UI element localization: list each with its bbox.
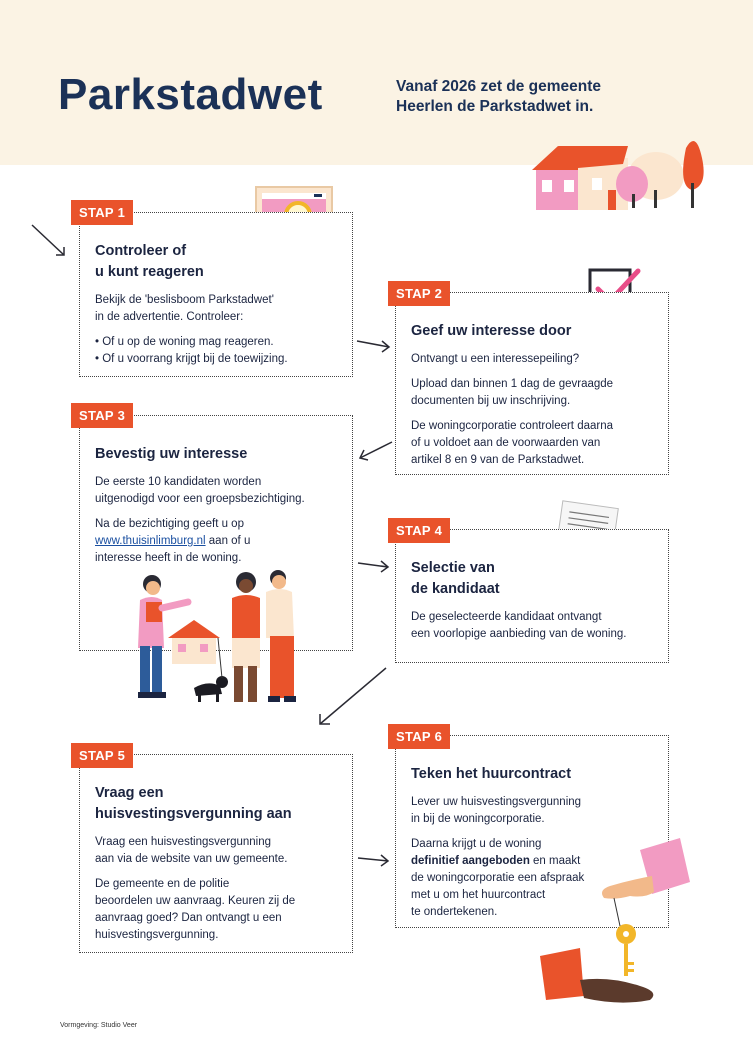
step-5-p1-line1: Vraag een huisvestingsvergunning [95,836,272,848]
arrow-step3-to-step4 [356,557,396,577]
step-6-badge: STAP 6 [388,724,450,749]
step-1-title-line2: u kunt reageren [95,264,204,280]
arrow-into-step1 [30,223,70,263]
step-3-p2-line1: Na de bezichtiging geeft u op [95,518,244,530]
step-4-title-line1: Selectie van [411,560,495,576]
arrow-step1-to-step2 [355,337,395,357]
step-2-p3-line2: of u voldoet aan de voorwaarden van [411,437,601,449]
step-3-p2-line3: interesse heeft in de woning. [95,552,242,564]
step-6-p1-line1: Lever uw huisvestingsvergunning [411,796,582,808]
step-3-p1-line1: De eerste 10 kandidaten worden [95,476,262,488]
step-4-text [411,609,661,643]
step-4-p1-line2: een voorlopige aanbieding van de woning. [411,628,627,640]
step-6-p2-bold: definitief aangeboden [411,855,530,867]
step-5-p2-line4: huisvestingsvergunning. [95,929,219,941]
step-2-p3-line3: artikel 8 en 9 van de Parkstadwet. [411,454,585,466]
step-2-box [395,292,669,475]
page-title: Parkstadwet [58,70,323,119]
key-handover-illustration [540,836,710,1011]
step-6-p1-line2: in bij de woningcorporatie. [411,813,545,825]
step-1-text-line1: Bekijk de 'beslisboom Parkstadwet' [95,294,274,306]
step-5-p2-line3: aanvraag goed? Dan ontvangt u een [95,912,282,924]
step-3-title: Bevestig uw interesse [95,446,248,462]
step-2-title: Geef uw interesse door [411,323,572,339]
step-5-badge: STAP 5 [71,743,133,768]
step-6-p2-line4: met u om het huurcontract [411,889,546,901]
step-4-box [395,529,669,663]
step-2-p1: Ontvangt u een interessepeiling? [411,353,580,365]
step-5-title-line1: Vraag een [95,785,164,801]
step-5-p2-line2: beoordelen uw aanvraag. Keuren zij de [95,895,296,907]
thuisinlimburg-link[interactable]: www.thuisinlimburg.nl [95,535,206,547]
step-5-title [95,783,345,825]
arrow-step2-to-step3 [356,440,396,464]
step-1-bullet: • Of u voorrang krijgt bij de toewijzing. [95,351,345,368]
step-1-text-line2: in de advertentie. Controleer: [95,311,244,323]
group-viewing-illustration [128,568,308,708]
page-subtitle: Vanaf 2026 zet de gemeente Heerlen de Parkstadwet in. [396,78,602,115]
step-2-p2-line1: Upload dan binnen 1 dag de gevraagde [411,378,614,390]
step-3-p2-after-link: aan of u [205,535,251,547]
arrow-step5-to-step6 [356,852,396,868]
step-6-p2-line5: te ondertekenen. [411,906,498,918]
design-credit: Vormgeving: Studio Veer [60,1022,138,1029]
step-2-p3-line1: De woningcorporatie controleert daarna [411,420,614,432]
step-3-badge: STAP 3 [71,403,133,428]
step-4-title [411,558,661,600]
step-6-title: Teken het huurcontract [411,766,572,782]
step-1-title [95,241,345,283]
step-5-box [79,754,353,953]
house-illustration [528,128,713,213]
step-1-text [95,292,345,368]
step-4-title-line2: de kandidaat [411,581,500,597]
step-5-text [95,834,345,944]
step-6-p2-line1: Daarna krijgt u de woning [411,838,542,850]
step-5-p1-line2: aan via de website van uw gemeente. [95,853,288,865]
step-4-badge: STAP 4 [388,518,450,543]
step-2-p2-line2: documenten bij uw inschrijving. [411,395,571,407]
step-4-p1-line1: De geselecteerde kandidaat ontvangt [411,611,602,623]
step-1-badge: STAP 1 [71,200,133,225]
step-2-text [411,351,661,469]
step-1-title-line1: Controleer of [95,243,187,259]
step-1-box [79,212,353,377]
step-2-badge: STAP 2 [388,281,450,306]
step-6-p2-line3: de woningcorporatie een afspraak [411,872,585,884]
step-1-bullet: • Of u op de woning mag reageren. [95,334,345,351]
step-5-title-line2: huisvestingsvergunning aan [95,806,292,822]
arrow-step4-to-step5 [316,666,388,728]
step-6-p2-after-bold: en maakt [529,855,581,867]
step-3-p1-line2: uitgenodigd voor een groepsbezichtiging. [95,493,305,505]
step-3-text [95,474,345,567]
step-5-p2-line1: De gemeente en de politie [95,878,230,890]
